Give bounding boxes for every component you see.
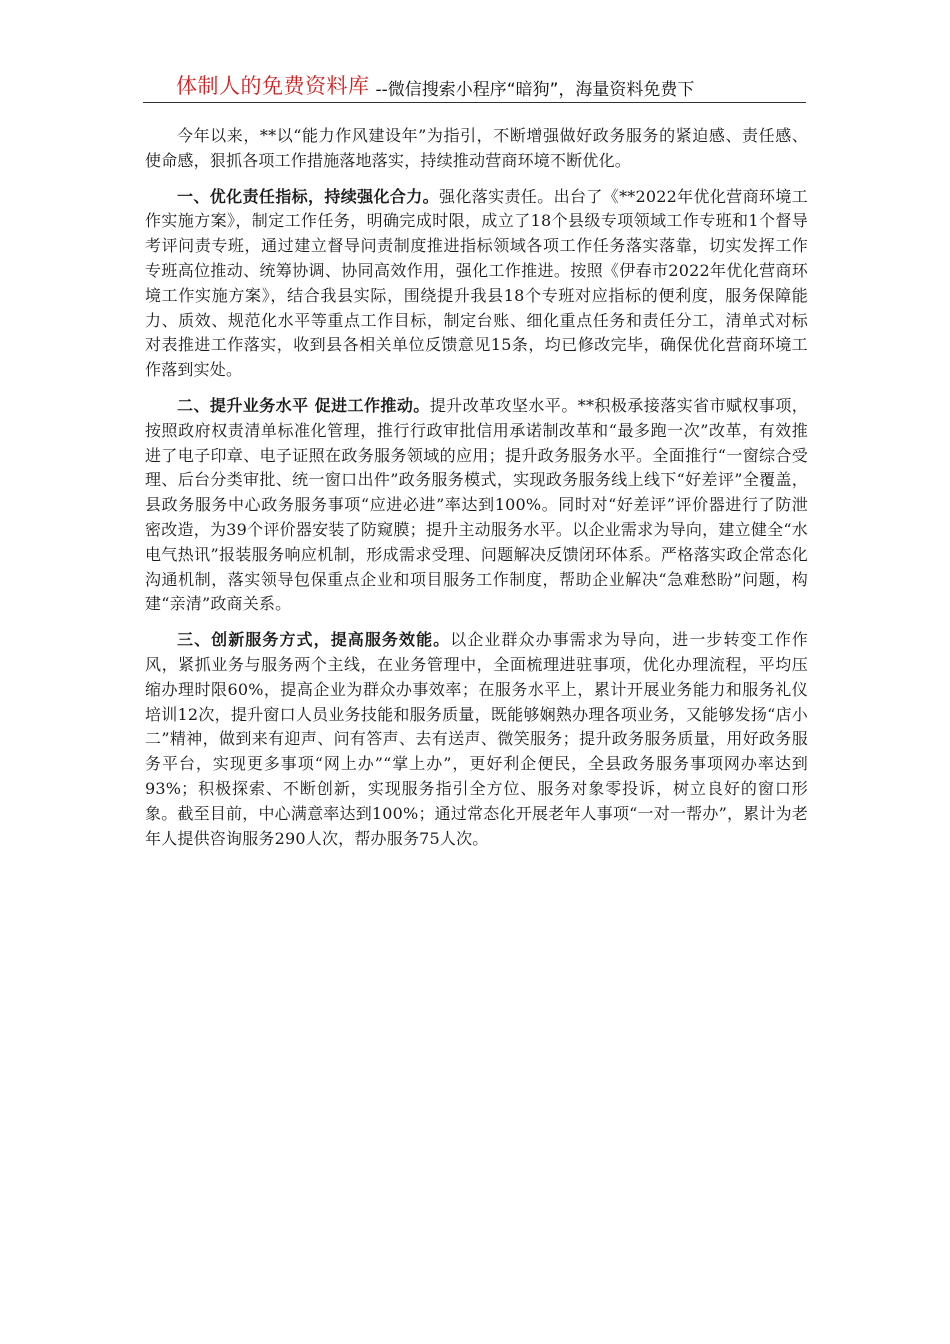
header-brand: 体制人的免费资料库 bbox=[176, 74, 370, 98]
document-body bbox=[145, 124, 808, 862]
section-heading: 二、提升业务水平 促进工作推动。 bbox=[177, 395, 430, 415]
section-heading: 一、优化责任指标，持续强化合力。 bbox=[177, 186, 439, 206]
section-heading: 三、创新服务方式，提高服务效能。 bbox=[177, 630, 451, 650]
page-header bbox=[143, 70, 806, 103]
paragraph-text: 强化落实责任。出台了《**2022年优化营商环境工作实施方案》，制定工作任务，明确完成时限，成立了18个县级专项领域工作专班和1个督导考评问责专班，通过建立督导问责制度推进指标领域各项工作任务落实落靠，切实发挥工作专班高位推动、统筹协调、协同高效作用，强化工作推进。按照《伊春市2022年优化营商环境工作实施方案》，结合我县实际，围绕提升我县18个专班对应指标的便利度，服务保障能力、质效、规范化水平等重点工作目标，制定台账、细化重点任务和责任分工，清单式对标对表推进工作落实，收到县各相关单位反馈意见15条，均已修改完毕，确保优化营商环境工作落到实处。 bbox=[145, 186, 808, 380]
paragraph-text: 提升改革攻坚水平。**积极承接落实省市赋权事项，按照政府权责清单标准化管理，推行行政审批信用承诺制改革和“最多跑一次”改革，有效推进了电子印章、电子证照在政务服务领域的应用；提升政务服务水平。全面推行“一窗综合受理、后台分类审批、统一窗口出件”政务服务模式，实现政务服务线上线下“好差评”全覆盖，县政务服务中心政务服务事项“应进必进”率达到100%。同时对“好差评”评价器进行了防泄密改造，为39个评价器安装了防窥膜；提升主动服务水平。以企业需求为导向，建立健全“水电气热讯”报装服务响应机制，形成需求受理、问题解决反馈闭环体系。严格落实政企常态化沟通机制，落实领导包保重点企业和项目服务工作制度，帮助企业解决“急难愁盼”问题，构建“亲清”政商关系。 bbox=[145, 395, 808, 614]
paragraph-text: 今年以来，**以“能力作风建设年”为指引，不断增强做好政务服务的紧迫感、责任感、使命感，狠抓各项工作措施落地落实，持续推动营商环境不断优化。 bbox=[145, 126, 808, 170]
paragraph-section-2 bbox=[145, 394, 808, 617]
header-slogan: --微信搜索小程序“暗狗”，海量资料免费下 bbox=[375, 80, 695, 100]
paragraph-section-3 bbox=[145, 628, 808, 851]
paragraph-section-1 bbox=[145, 185, 808, 383]
paragraph-text: 以企业群众办事需求为导向，进一步转变工作作风，紧抓业务与服务两个主线，在业务管理中，全面梳理进驻事项，优化办理流程，平均压缩办理时限60%，提高企业为群众办事效率；在服务水平上，累计开展业务能力和服务礼仪培训12次，提升窗口人员业务技能和服务质量，既能够娴熟办理各项业务，又能够发扬“店小二”精神，做到来有迎声、问有答声、去有送声、微笑服务；提升政务服务质量，用好政务服务平台，实现更多事项“网上办”“掌上办”，更好利企便民，全县政务服务事项网办率达到93%；积极探索、不断创新，实现服务指引全方位、服务对象零投诉，树立良好的窗口形象。截至目前，中心满意率达到100%；通过常态化开展老年人事项“一对一帮办”，累计为老年人提供咨询服务290人次，帮办服务75人次。 bbox=[145, 630, 809, 848]
paragraph-intro bbox=[145, 124, 808, 174]
